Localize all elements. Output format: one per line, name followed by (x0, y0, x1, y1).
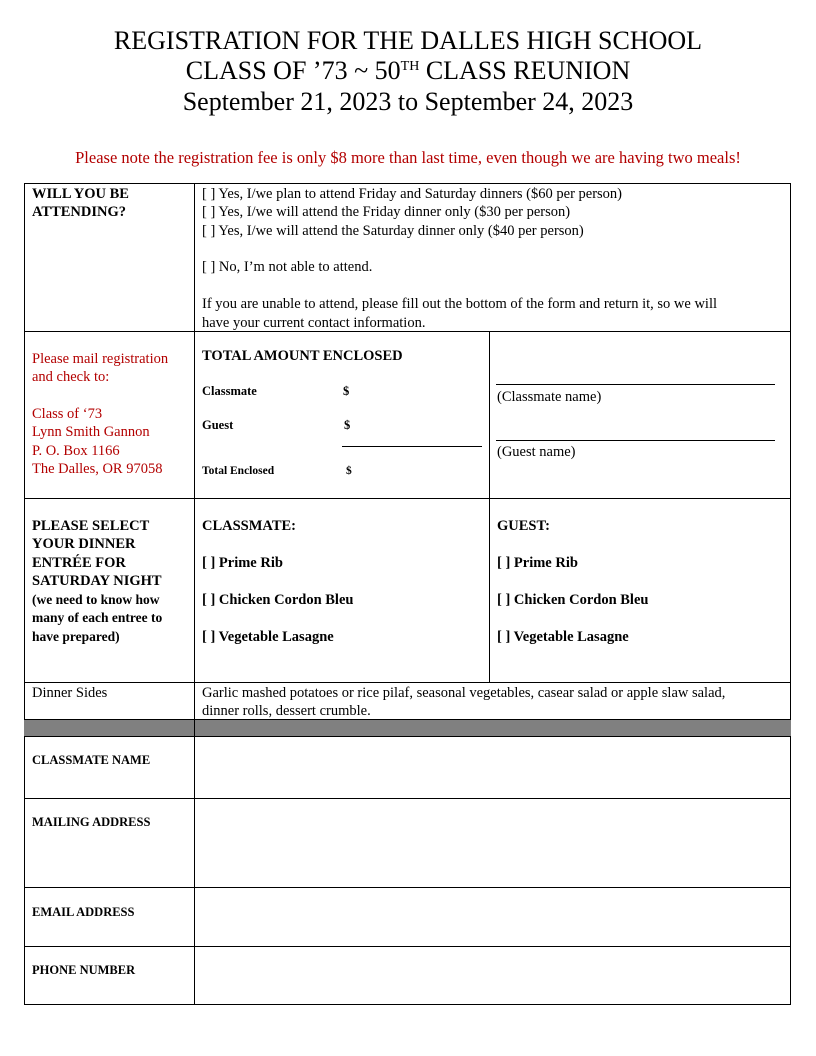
phone-number-label: PHONE NUMBER (32, 963, 136, 977)
mail-address-line4: The Dalles, OR 97058 (32, 461, 163, 477)
classmate-name-line[interactable] (496, 384, 775, 385)
phone-number-field[interactable] (195, 947, 790, 1004)
amount-sum-line (342, 446, 482, 447)
classmate-name-caption: (Classmate name) (497, 389, 602, 405)
guest-name-line[interactable] (496, 440, 775, 441)
guest-prime-rib-checkbox[interactable]: [ ] Prime Rib (497, 555, 578, 571)
not-attending-checkbox[interactable]: [ ] No, I’m not able to attend. (202, 259, 373, 275)
guest-amount-currency[interactable]: $ (344, 418, 351, 432)
email-address-field[interactable] (195, 888, 790, 946)
gray-divider-bar (24, 720, 791, 736)
column-divider (489, 331, 490, 682)
classmate-prime-rib-checkbox[interactable]: [ ] Prime Rib (202, 555, 283, 571)
classmate-entree-heading: CLASSMATE: (202, 518, 296, 534)
classmate-amount-label: Classmate (202, 384, 257, 398)
dinner-sides-line2: dinner rolls, dessert crumble. (202, 703, 371, 719)
attending-info-line1: If you are unable to attend, please fill out the bottom of the form and return it, so we will (202, 296, 718, 312)
mail-address-line2: Lynn Smith Gannon (32, 424, 150, 440)
mail-address-line1: Class of ‘73 (32, 406, 103, 422)
guest-amount-label: Guest (202, 418, 234, 432)
dinner-label-line: have prepared) (32, 629, 120, 644)
title-superscript: TH (400, 59, 420, 74)
classmate-chicken-checkbox[interactable]: [ ] Chicken Cordon Bleu (202, 592, 354, 608)
attend-saturday-checkbox[interactable]: [ ] Yes, I/we will attend the Saturday dinner only ($40 per person) (202, 223, 584, 239)
form-title-line2 (0, 56, 816, 86)
title-class-reunion: CLASS REUNION (419, 56, 631, 85)
dinner-label-line: YOUR DINNER (32, 536, 136, 552)
dinner-sides-label: Dinner Sides (32, 685, 108, 701)
dinner-label-line: many of each entree to (32, 610, 163, 625)
attending-label-line2: ATTENDING? (32, 204, 126, 220)
fee-note: Please note the registration fee is only $8 more than last time, even though we are having two meals! (75, 148, 741, 167)
classmate-name-label: CLASSMATE NAME (32, 753, 151, 767)
mailing-address-label: MAILING ADDRESS (32, 815, 151, 829)
total-amount-heading: TOTAL AMOUNT ENCLOSED (202, 348, 403, 364)
mailing-address-field[interactable] (195, 799, 790, 887)
total-enclosed-label: Total Enclosed (202, 465, 275, 477)
classmate-name-field[interactable] (195, 737, 790, 798)
guest-lasagne-checkbox[interactable]: [ ] Vegetable Lasagne (497, 629, 629, 645)
row-divider (24, 498, 791, 499)
mail-instructions-line2: and check to: (32, 369, 110, 385)
row-divider (24, 682, 791, 683)
attend-friday-checkbox[interactable]: [ ] Yes, I/we will attend the Friday dinner only ($30 per person) (202, 204, 571, 220)
attend-both-checkbox[interactable]: [ ] Yes, I/we plan to attend Friday and Saturday dinners ($60 per person) (202, 186, 623, 202)
email-address-label: EMAIL ADDRESS (32, 905, 135, 919)
classmate-amount-currency[interactable]: $ (343, 384, 350, 398)
form-dates: September 21, 2023 to September 24, 2023 (182, 87, 634, 116)
title-class-of: CLASS OF ’73 ~ 50 (185, 56, 401, 85)
mail-instructions-line1: Please mail registration (32, 351, 169, 367)
dinner-label-line: SATURDAY NIGHT (32, 573, 162, 589)
total-enclosed-currency[interactable]: $ (346, 465, 352, 477)
attending-info-line2: have your current contact information. (202, 315, 426, 331)
guest-name-caption: (Guest name) (497, 444, 576, 460)
mail-address-line3: P. O. Box 1166 (32, 443, 120, 459)
attending-label-line1: WILL YOU BE (32, 186, 129, 202)
dinner-label-line: PLEASE SELECT (32, 518, 150, 534)
guest-chicken-checkbox[interactable]: [ ] Chicken Cordon Bleu (497, 592, 649, 608)
classmate-lasagne-checkbox[interactable]: [ ] Vegetable Lasagne (202, 629, 334, 645)
dinner-label-line: ENTRÉE FOR (32, 555, 126, 571)
guest-entree-heading: GUEST: (497, 518, 550, 534)
form-title-line1: REGISTRATION FOR THE DALLES HIGH SCHOOL (113, 26, 703, 55)
dinner-label-line: (we need to know how (32, 592, 160, 607)
dinner-sides-line1: Garlic mashed potatoes or rice pilaf, seasonal vegetables, casear salad or apple slaw salad, (202, 685, 726, 701)
